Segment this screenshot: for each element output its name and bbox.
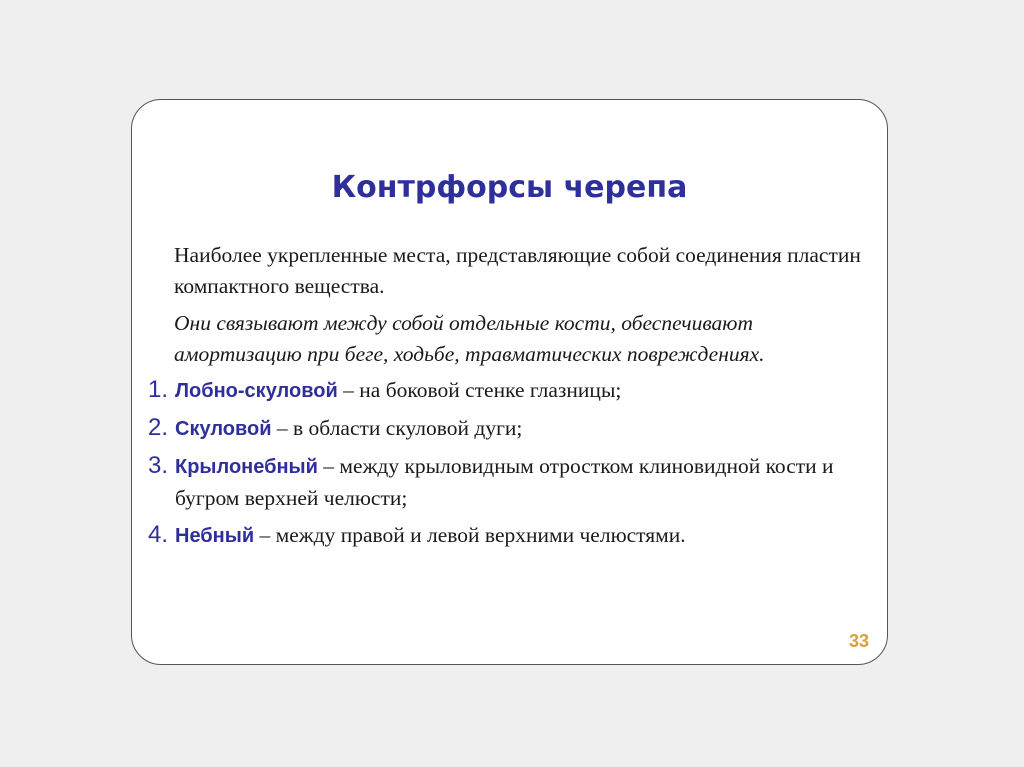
list-item (148, 451, 878, 514)
list-item-term: Лобно-скуловой (175, 380, 338, 402)
list-item-text: – между крыловидным отростком клиновидной кости и бугром верхней челюсти; (175, 454, 834, 510)
intro-text (174, 240, 874, 376)
list-item-number: 3. (148, 452, 169, 479)
slide-title: Контрфорсы черепа (331, 170, 688, 205)
list-item-text: – на боковой стенке глазницы; (337, 378, 622, 402)
list-item-number: 2. (148, 414, 169, 441)
list-item-number: 4. (148, 521, 169, 548)
list-item-term: Крылонебный (175, 456, 318, 478)
list-item-text: – в области скуловой дуги; (271, 416, 523, 440)
list-item-text: – между правой и левой верхними челюстями. (254, 523, 686, 547)
intro-paragraph: Наиболее укрепленные места, представляющие собой соединения пластин компактного вещества. (174, 243, 861, 298)
list-item (148, 375, 878, 407)
page-number: 33 (848, 631, 869, 651)
list-item (148, 413, 878, 445)
list-item (148, 520, 878, 552)
list-item-term: Скуловой (175, 418, 272, 440)
list-item-number: 1. (148, 376, 169, 403)
list-item-term: Небный (175, 525, 255, 547)
buttress-list (148, 375, 878, 558)
slide (131, 99, 888, 665)
intro-paragraph-italic: Они связывают между собой отдельные кости, обеспечивают амортизацию при беге, ходьбе, травматических повреждениях. (174, 311, 765, 366)
